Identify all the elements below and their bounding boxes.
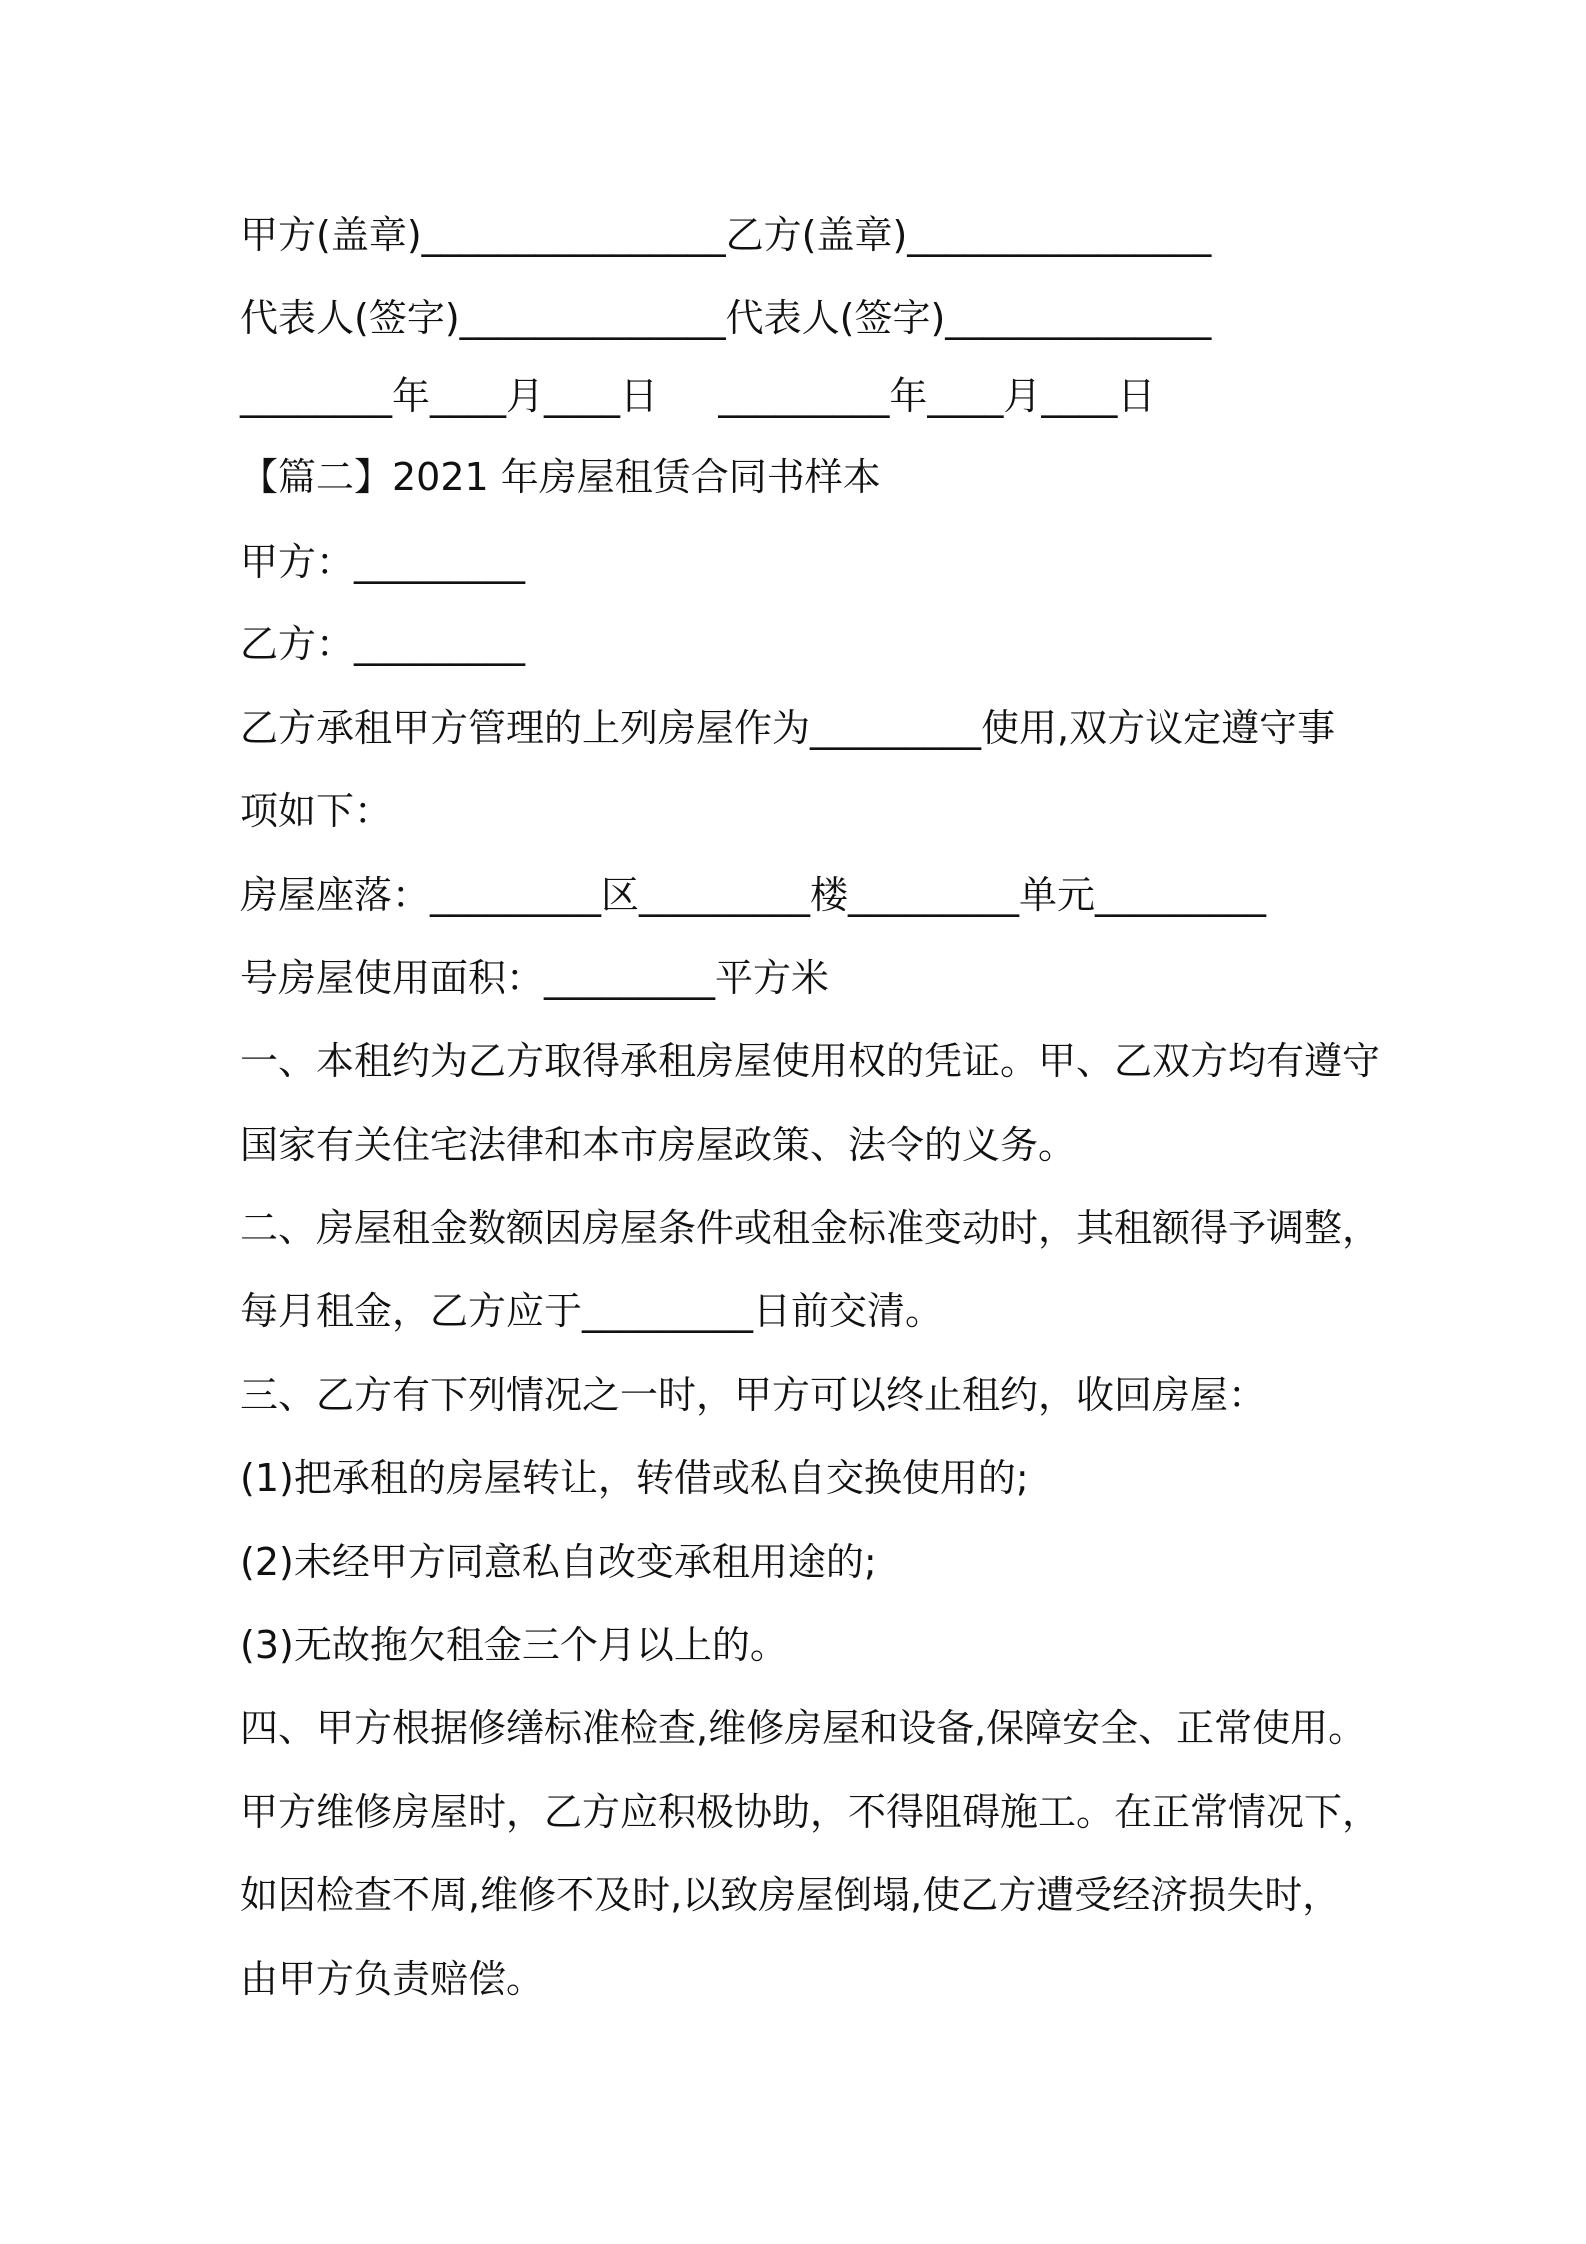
clause-four-line: 如因检查不周,维修不及时,以致房屋倒塌,使乙方遭受经济损失时， (240, 1873, 1341, 1917)
clause-one-line: 国家有关住宅法律和本市房屋政策、法令的义务。 (240, 1123, 1077, 1167)
clause-three-item: (1)把承租的房屋转让，转借或私自交换使用的; (240, 1456, 1029, 1500)
paragraph-line: 乙方承租甲方管理的上列房屋作为_________使用,双方议定遵守事 (240, 706, 1336, 750)
party-a-line: 甲方：_________ (240, 540, 526, 584)
clause-three-item: (3)无故拖欠租金三个月以上的。 (240, 1623, 788, 1667)
clause-one-line: 一、本租约为乙方取得承租房屋使用权的凭证。甲、乙双方均有遵守 (240, 1039, 1381, 1083)
section-heading: 【篇二】2021 年房屋租赁合同书样本 (240, 455, 881, 499)
clause-two-line: 二、房屋租金数额因房屋条件或租金标准变动时，其租额得予调整， (240, 1206, 1381, 1250)
party-b-line: 乙方：_________ (240, 622, 526, 666)
date-line: ________年____月____日 _________年____月____日 (240, 374, 1156, 418)
paragraph-line: 项如下： (240, 789, 393, 833)
usable-area-line: 号房屋使用面积：_________平方米 (240, 956, 830, 1000)
clause-three-item: (2)未经甲方同意私自改变承租用途的; (240, 1540, 877, 1584)
clause-four-line: 甲方维修房屋时，乙方应积极协助，不得阻碍施工。在正常情况下， (240, 1790, 1381, 1834)
clause-four-line: 由甲方负责赔偿。 (240, 1957, 545, 2001)
clause-three-line: 三、乙方有下列情况之一时，甲方可以终止租约，收回房屋： (240, 1373, 1267, 1417)
signature-seal-line: 甲方(盖章)________________乙方(盖章)________________ (240, 213, 1212, 257)
clause-four-line: 四、甲方根据修缮标准检查,维修房屋和设备,保障安全、正常使用。 (240, 1706, 1367, 1750)
representative-signature-line: 代表人(签字)______________代表人(签字)______________ (240, 296, 1212, 340)
clause-two-line: 每月租金，乙方应于_________日前交清。 (240, 1289, 944, 1333)
property-location-line: 房屋座落：_________区_________楼_________单元_________ (240, 873, 1267, 917)
